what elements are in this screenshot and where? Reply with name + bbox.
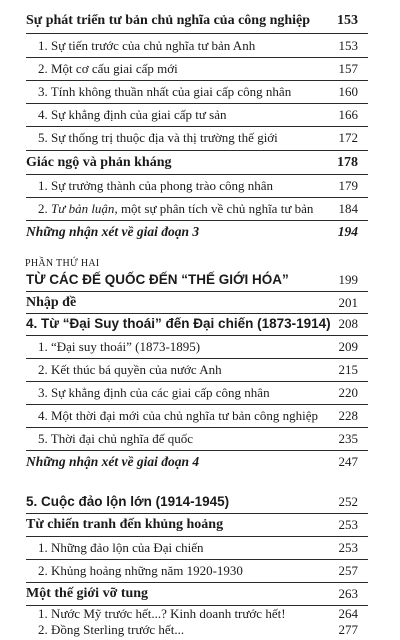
toc-heading xyxy=(0,292,400,314)
toc-heading-title: Giác ngộ và phản kháng xyxy=(26,155,172,170)
toc-page-number: 178 xyxy=(337,155,358,170)
toc-chapter xyxy=(0,313,400,335)
toc-heading xyxy=(0,583,400,605)
toc-summary xyxy=(0,451,400,473)
toc-summary xyxy=(0,221,400,243)
toc-chapter-title: 4. Từ “Đại Suy thoái” đến Đại chiến (1873-1914) xyxy=(26,316,331,331)
toc-entry xyxy=(0,104,400,126)
toc-page-number: 166 xyxy=(338,107,358,122)
toc-entry-title: 2. Đồng Sterling trước hết... xyxy=(38,622,185,637)
divider xyxy=(26,150,368,151)
toc-page-number: 172 xyxy=(338,130,358,145)
toc-page-number: 153 xyxy=(338,38,358,53)
toc-page-number: 179 xyxy=(338,178,358,193)
toc-heading xyxy=(0,514,400,536)
italic-book-title: Tư bản luận xyxy=(51,201,115,216)
toc-summary-title: Những nhận xét về giai đoạn 3 xyxy=(26,224,200,239)
toc-page-number: 157 xyxy=(338,61,358,76)
divider xyxy=(26,33,368,34)
part-title-line xyxy=(0,269,400,291)
toc-heading-title: Từ chiến tranh đến khủng hoảng xyxy=(26,517,224,532)
toc-entry-title: 1. Sự trưởng thành của phong trào công nhân xyxy=(38,178,274,193)
toc-entry xyxy=(0,537,400,559)
part-title: TỪ CÁC ĐẾ QUỐC ĐẾN “THẾ GIỚI HÓA” xyxy=(26,272,289,287)
toc-page-number: 184 xyxy=(338,201,358,216)
toc-heading-title: Một thế giới vỡ tung xyxy=(26,586,149,601)
toc-entry xyxy=(0,405,400,427)
toc-entry-title: 1. Những đảo lộn của Đại chiến xyxy=(38,540,204,555)
toc-entry-title: 4. Sự khẳng định của giai cấp tư sản xyxy=(38,107,227,122)
toc-entry-title: 5. Thời đại chủ nghĩa đế quốc xyxy=(38,431,194,446)
toc-page-number: 252 xyxy=(338,494,358,509)
toc-heading xyxy=(0,152,400,174)
toc-entry-title: 2. Một cơ cấu giai cấp mới xyxy=(38,61,178,76)
toc-page-number: 194 xyxy=(337,224,358,239)
toc-entry-title: 5. Sự thống trị thuộc địa và thị trường thế giới xyxy=(38,130,278,145)
toc-page-number: 209 xyxy=(338,339,358,354)
toc-page-number: 263 xyxy=(338,586,358,601)
toc-entry xyxy=(0,35,400,57)
toc-entry xyxy=(0,175,400,197)
toc-page-number: 253 xyxy=(338,540,358,555)
toc-page-number: 253 xyxy=(338,517,358,532)
toc-entry xyxy=(0,336,400,358)
toc-page-number: 160 xyxy=(338,84,358,99)
toc-entry xyxy=(0,81,400,103)
toc-summary-title: Những nhận xét về giai đoạn 4 xyxy=(26,454,200,469)
toc-page-number: 215 xyxy=(338,362,358,377)
toc-entry-title: 1. Nước Mỹ trước hết...? Kinh doanh trước hết! xyxy=(38,606,286,621)
toc-entry xyxy=(0,560,400,582)
toc-entry-title: 2. Khủng hoảng những năm 1920-1930 xyxy=(38,563,243,578)
toc-entry xyxy=(0,622,400,640)
toc-entry-title: 1. “Đại suy thoái” (1873-1895) xyxy=(38,339,201,354)
toc-page-number: 153 xyxy=(337,13,358,28)
toc-entry-title: 3. Tính không thuần nhất của giai cấp công nhân xyxy=(38,84,292,99)
toc-page-number: 277 xyxy=(338,622,358,637)
toc-entry-title: 3. Sự khẳng định của các giai cấp công nhân xyxy=(38,385,270,400)
part-label: PHẦN THỨ HAI xyxy=(25,258,100,269)
toc-page-number: 264 xyxy=(338,606,358,621)
toc-chapter-title: 5. Cuộc đảo lộn lớn (1914-1945) xyxy=(26,494,230,509)
toc-page-number: 257 xyxy=(338,563,358,578)
toc-heading xyxy=(0,10,400,32)
toc-page-number: 235 xyxy=(338,431,358,446)
toc-entry-title: 1. Sự tiến trước của chủ nghĩa tư bản Anh xyxy=(38,38,256,53)
toc-heading-title: Nhập đề xyxy=(26,295,77,310)
toc-entry-title: 4. Một thời đại mới của chủ nghĩa tư bản công nghiệp xyxy=(38,408,319,423)
toc-entry xyxy=(0,127,400,149)
toc-entry xyxy=(0,382,400,404)
toc-page-number: 199 xyxy=(338,272,358,287)
toc-entry xyxy=(0,198,400,220)
toc-entry-title: 2. Tư bản luận, một sự phân tích về chủ nghĩa tư bản xyxy=(38,201,314,216)
toc-page-number: 201 xyxy=(338,295,358,310)
toc-page-number: 247 xyxy=(338,454,358,469)
toc-entry-title: 2. Kết thúc bá quyền của nước Anh xyxy=(38,362,222,377)
toc-page-number: 220 xyxy=(338,385,358,400)
toc-entry xyxy=(0,428,400,450)
toc-heading-title: Sự phát triển tư bản chủ nghĩa của công nghiệp xyxy=(26,13,311,28)
toc-entry xyxy=(0,359,400,381)
toc-page-number: 228 xyxy=(338,408,358,423)
toc-page-number: 208 xyxy=(338,316,358,331)
toc-entry xyxy=(0,58,400,80)
toc-entry xyxy=(0,606,400,622)
toc-chapter xyxy=(0,491,400,513)
